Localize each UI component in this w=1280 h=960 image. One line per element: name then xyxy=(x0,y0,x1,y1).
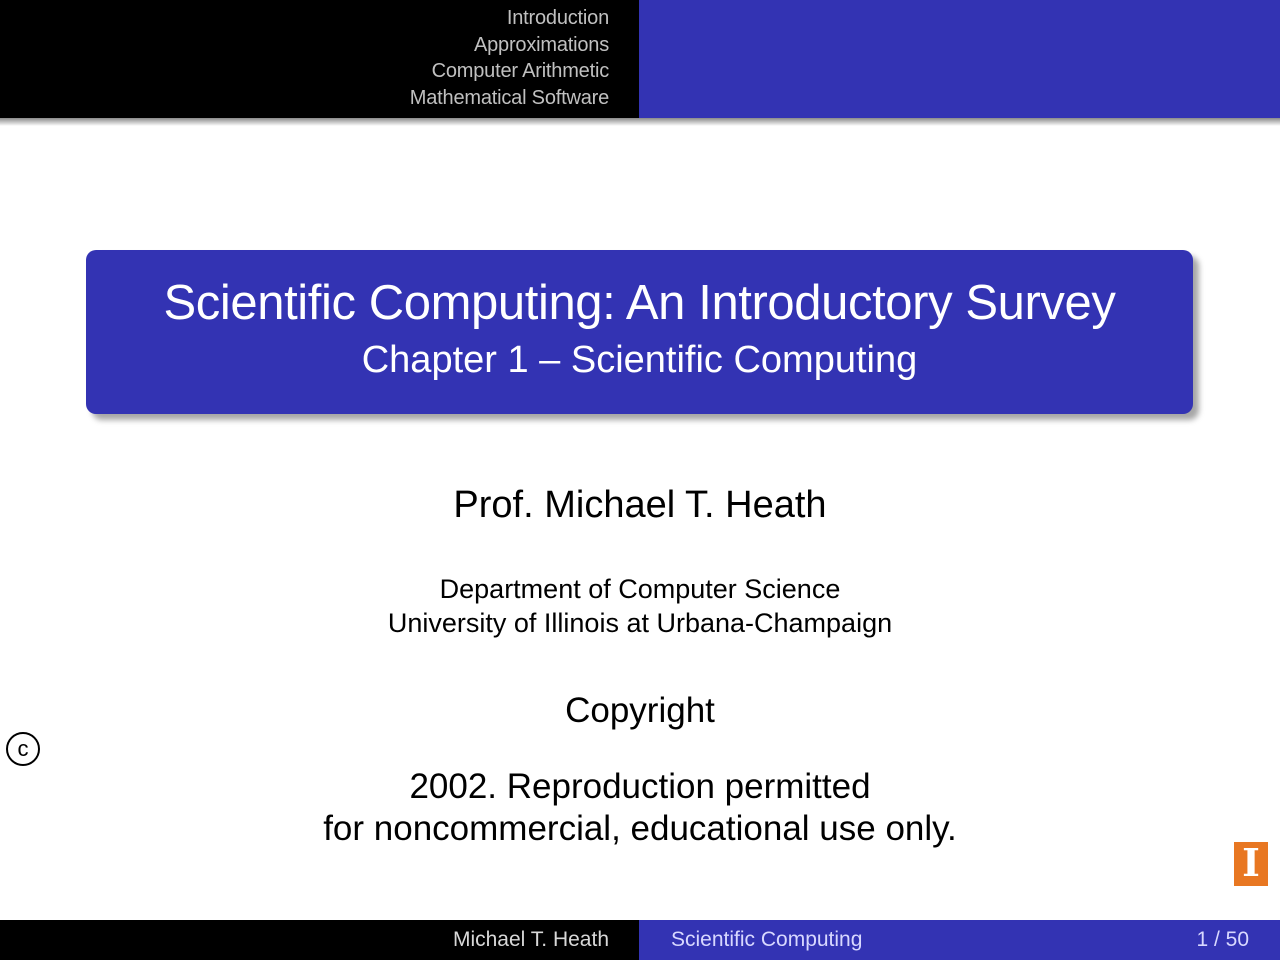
footer-right xyxy=(639,920,1280,960)
nav-item-introduction[interactable]: Introduction xyxy=(506,7,609,29)
copyright-symbol-icon: c xyxy=(6,732,40,766)
title-block xyxy=(86,250,1193,414)
presentation-subtitle: Chapter 1 – Scientific Computing xyxy=(361,339,918,381)
footer-bar xyxy=(0,920,1280,960)
section-navigation xyxy=(410,5,609,111)
copyright-word: Copyright xyxy=(565,691,715,730)
page-number: 1 / 50 xyxy=(1196,928,1249,951)
header-shadow xyxy=(0,118,1280,126)
copyright-line-2: for noncommercial, educational use only. xyxy=(323,809,957,848)
header-bar xyxy=(0,0,1280,118)
footer-left xyxy=(0,920,639,960)
footer-author[interactable]: Michael T. Heath xyxy=(452,928,609,951)
presentation-title: Scientific Computing: An Introductory Survey xyxy=(163,276,1116,330)
illinois-logo-icon xyxy=(1234,842,1268,886)
copyright-notice xyxy=(0,690,1280,850)
logo-letter: I xyxy=(1242,840,1260,885)
nav-item-approximations[interactable]: Approximations xyxy=(473,33,609,56)
header-accent-panel xyxy=(639,0,1280,118)
university-line: University of Illinois at Urbana-Champaign xyxy=(387,608,893,638)
department-line: Department of Computer Science xyxy=(439,574,841,604)
header-nav-panel xyxy=(0,0,639,118)
author-name: Prof. Michael T. Heath xyxy=(453,484,827,526)
footer-title[interactable]: Scientific Computing xyxy=(671,928,863,951)
copyright-line-1 xyxy=(0,690,1280,808)
institute xyxy=(0,572,1280,640)
copyright-rest: 2002. Reproduction permitted xyxy=(409,767,871,806)
nav-item-mathematical-software[interactable]: Mathematical Software xyxy=(409,86,609,109)
nav-item-computer-arithmetic[interactable]: Computer Arithmetic xyxy=(431,60,609,82)
